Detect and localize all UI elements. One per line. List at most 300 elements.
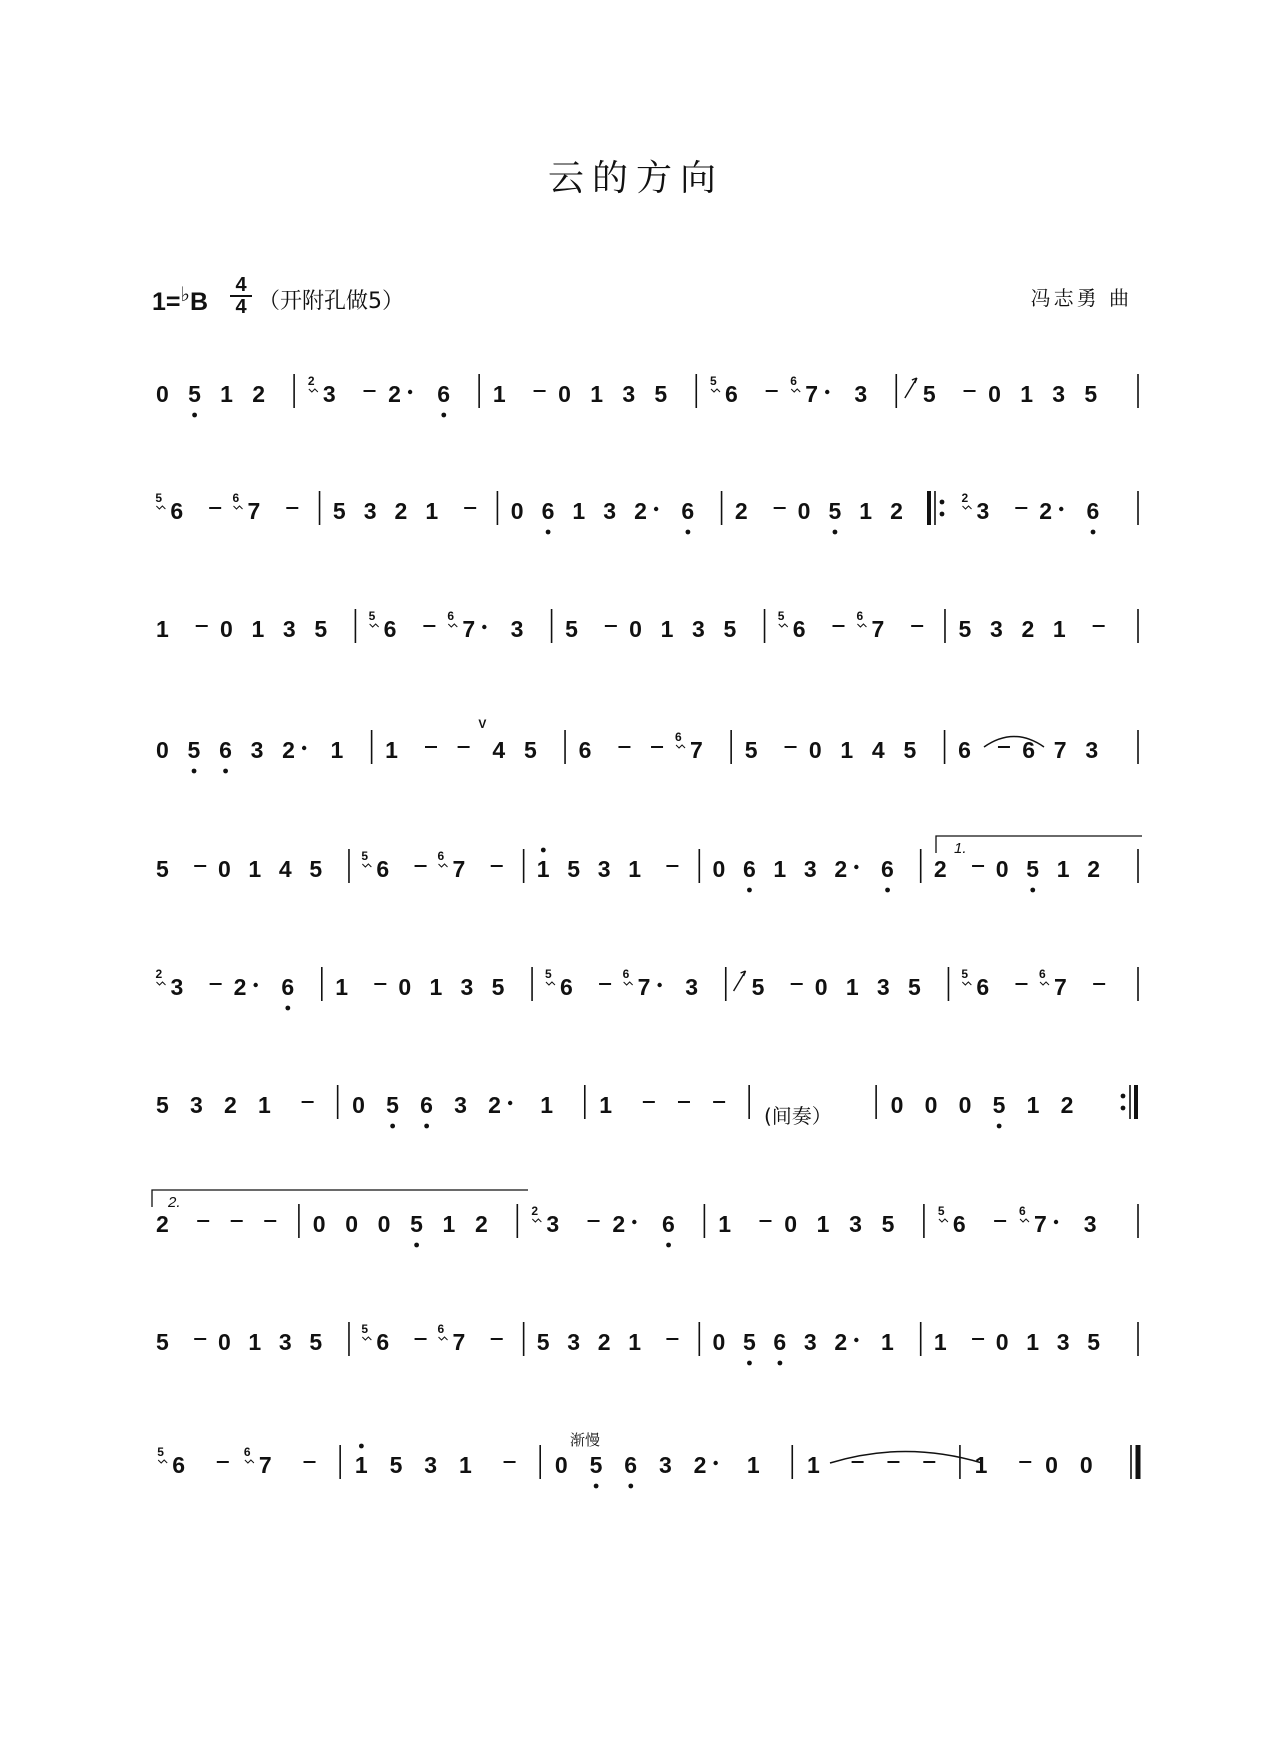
note: 0 [554,1452,568,1478]
note: 2 [890,498,903,524]
note: 1 [718,1211,732,1237]
note: 0 [924,1092,938,1118]
score-line [156,1204,1138,1247]
note: 3 [278,1329,292,1355]
note: 5 [314,616,328,642]
note: 6 [420,1092,433,1118]
augmentation-dot [854,865,858,869]
note: 3 [1083,1211,1097,1237]
note: 7 [690,737,703,763]
lower-octave-dot [997,1124,1002,1129]
note: 2 [474,1211,488,1237]
note: 2 [156,1211,169,1237]
note: 7 [462,616,476,642]
key-prefix: 1= [152,288,181,316]
note: 1 [458,1452,472,1478]
grace-mark [370,624,379,627]
note: 6 [624,1452,638,1478]
grace-note: 5 [368,609,376,623]
augmentation-dot [854,1338,858,1342]
note: 5 [188,381,201,407]
note: 7 [452,1329,466,1355]
note: 6 [1022,737,1036,763]
note: 7 [258,1452,272,1478]
composer: 冯志勇 曲 [1030,286,1132,310]
grace-note: 6 [790,374,797,388]
note: 1 [806,1452,820,1478]
score-line [156,717,1138,773]
note: 5 [828,498,842,524]
note: 2 [233,974,247,1000]
grace-mark [309,389,318,392]
repeat-dot [1121,1106,1126,1111]
note: 5 [903,737,917,763]
grace-note: 6 [675,730,682,744]
note: 1 [974,1452,988,1478]
note: 1 [1052,616,1066,642]
note: 3 [322,381,336,407]
score-line [156,1322,1138,1365]
note: 3 [424,1452,438,1478]
grace-mark [532,1219,541,1222]
note: 5 [156,1329,169,1355]
upper-octave-dot [541,848,546,853]
note: 7 [452,856,466,882]
note: 2 [388,381,401,407]
note: 3 [849,1211,862,1237]
score-line [156,1085,1136,1128]
note: 6 [281,974,295,1000]
note: 6 [792,616,806,642]
grace-note: 2 [531,1204,539,1218]
augmentation-dot [508,1101,512,1105]
lower-octave-dot [223,769,228,774]
note: 2 [933,856,947,882]
note: 3 [1052,381,1066,407]
note: 1 [354,1452,368,1478]
note: 3 [622,381,636,407]
note: 3 [1056,1329,1070,1355]
volta-1-bracket [936,836,1142,857]
lower-octave-dot [628,1484,633,1489]
note: 1 [220,381,233,407]
note: 2 [1060,1092,1074,1118]
note: 1 [881,1329,894,1355]
note: 1 [572,498,586,524]
augmentation-dot [825,390,829,394]
note: 5 [386,1092,399,1118]
lower-octave-dot [285,1006,290,1011]
score-line [156,609,1138,643]
note: 5 [389,1452,403,1478]
grace-mark [158,1460,167,1463]
volta-2-bracket [152,1190,528,1211]
note: 1 [335,974,348,1000]
grace-note: 5 [710,374,717,388]
note: 3 [658,1452,672,1478]
score-line [156,374,1138,417]
note: 6 [976,974,990,1000]
note: 7 [1034,1211,1047,1237]
grace-mark [711,389,720,392]
note: 5 [1026,856,1040,882]
augmentation-dot [253,983,257,987]
note: 6 [170,498,184,524]
note: 5 [742,1329,756,1355]
time-signature-top: 4 [235,274,247,296]
note: 5 [744,737,758,763]
score-line [157,1444,1138,1489]
lower-octave-dot [666,1243,671,1248]
note: 0 [377,1211,391,1237]
note: 6 [952,1211,966,1237]
lower-octave-dot [833,530,838,535]
grace-note: 6 [232,491,240,505]
grace-mark [448,624,457,627]
volta-2-number: 2. [168,1194,181,1211]
note: 5 [907,974,921,1000]
lower-octave-dot [1091,530,1096,535]
grace-mark [624,982,633,985]
note: 6 [742,856,756,882]
note: 3 [976,498,990,524]
repeat-dot [1121,1094,1126,1099]
lower-octave-dot [747,888,752,893]
note: 0 [995,1329,1009,1355]
note: 5 [958,616,972,642]
note: 3 [454,1092,467,1118]
grace-note: 5 [777,609,785,623]
note: 6 [1086,498,1100,524]
note: 5 [565,616,578,642]
grace-note: 6 [1039,967,1046,981]
grace-mark [676,745,685,748]
note: 6 [219,737,232,763]
note: 0 [712,1329,726,1355]
grace-mark [962,982,971,985]
note: 0 [712,856,726,882]
note: 5 [922,381,936,407]
grace-mark [245,1460,254,1463]
note: 1 [429,974,443,1000]
lower-octave-dot [594,1484,599,1489]
grace-note: 6 [243,1445,251,1459]
note: 2 [1039,498,1053,524]
note: 1 [330,737,344,763]
note: 3 [460,974,474,1000]
note: 2 [224,1092,237,1118]
note: 1 [385,737,398,763]
grace-note: 6 [437,1322,445,1336]
fingering-note: （开附孔做5） [258,289,404,314]
note: 7 [1054,974,1067,1000]
note: 2 [612,1211,626,1237]
note: 6 [376,856,390,882]
note: 5 [1084,381,1098,407]
note: 0 [988,381,1001,407]
note: 5 [536,1329,550,1355]
grace-note: 5 [961,967,969,981]
volta-1-number: 1. [954,840,967,857]
note: 0 [217,1329,231,1355]
note: 5 [410,1211,423,1237]
lower-octave-dot [546,530,551,535]
score-line [156,848,1138,893]
note: 1 [590,381,604,407]
note: 2 [734,498,748,524]
lower-octave-dot [414,1243,419,1248]
note: 0 [398,974,412,1000]
note: 3 [803,1329,817,1355]
note: 2 [834,856,848,882]
note: 3 [685,974,699,1000]
note: 0 [784,1211,798,1237]
note: 1 [746,1452,760,1478]
note: 6 [773,1329,787,1355]
note: 4 [871,737,885,763]
note: 5 [309,1329,323,1355]
note: 5 [654,381,668,407]
grace-note: 6 [437,849,445,863]
augmentation-dot [482,625,486,629]
time-signature-bottom: 4 [235,296,247,318]
note: 6 [437,381,451,407]
note: 3 [282,616,296,642]
note: 7 [871,616,885,642]
augmentation-dot [302,746,306,750]
note: 0 [219,616,233,642]
note: 3 [250,737,264,763]
note: 6 [578,737,592,763]
lower-octave-dot [885,888,890,893]
note: 0 [217,856,231,882]
note: 1 [660,616,674,642]
augmentation-dot [713,1461,717,1465]
note: 3 [567,1329,581,1355]
note: 1 [840,737,854,763]
note: 1 [442,1211,456,1237]
lower-octave-dot [747,1361,752,1366]
note: 0 [629,616,642,642]
grace-mark [234,506,243,509]
note: 1 [845,974,859,1000]
grace-note: 2 [961,491,969,505]
note: 6 [725,381,738,407]
grace-mark [362,864,371,867]
note: 5 [523,737,537,763]
grace-note: 5 [155,491,163,505]
augmentation-dot [657,983,661,987]
note: 0 [352,1092,365,1118]
note: 0 [312,1211,326,1237]
slide-mark [905,378,917,398]
note: 6 [376,1329,390,1355]
note: 1 [248,856,262,882]
note: 2 [693,1452,707,1478]
note: 6 [172,1452,185,1478]
note: 0 [1045,1452,1058,1478]
note: 2 [252,381,266,407]
augmentation-dot [654,507,658,511]
note: 6 [881,856,894,882]
note: 0 [814,974,828,1000]
note: 0 [890,1092,904,1118]
note: 5 [309,856,323,882]
note: 7 [805,381,819,407]
note: 5 [567,856,581,882]
grace-mark [439,864,448,867]
note: 1 [628,1329,641,1355]
grace-mark [779,624,788,627]
note: 1 [859,498,873,524]
note: 6 [662,1211,675,1237]
repeat-dot [940,500,945,505]
score-line [155,491,1138,534]
flat-sign: ♭ [180,284,190,306]
grace-mark [791,389,800,392]
note: 1 [1026,1329,1040,1355]
note: 3 [597,856,611,882]
note: 3 [989,616,1003,642]
note: 1 [156,616,169,642]
grace-mark [1040,982,1049,985]
upper-octave-dot [359,1444,364,1449]
note: 7 [1053,737,1067,763]
note: 5 [992,1092,1006,1118]
note: 0 [1079,1452,1093,1478]
note: 1 [425,498,439,524]
lower-octave-dot [192,769,197,774]
augmentation-dot [408,390,412,394]
grace-note: 6 [856,609,864,623]
grace-note: 6 [622,967,630,981]
note: 0 [156,381,169,407]
tempo-mark: 渐慢 [570,1431,601,1449]
grace-note: 5 [157,1445,164,1459]
note: 6 [958,737,971,763]
note: 3 [546,1211,560,1237]
note: 7 [247,498,261,524]
note: 4 [278,856,292,882]
lower-octave-dot [192,413,197,418]
grace-note: 5 [937,1204,945,1218]
grace-note: 2 [155,967,163,981]
grace-mark [963,506,972,509]
note: 5 [881,1211,895,1237]
lower-octave-dot [686,530,691,535]
note: 0 [156,737,169,763]
note: 1 [1056,856,1070,882]
note: 5 [723,616,737,642]
note: 5 [156,856,169,882]
note: 1 [536,856,550,882]
grace-mark [362,1337,371,1340]
note: 3 [803,856,817,882]
score-line [156,967,1138,1010]
grace-note: 5 [361,1322,369,1336]
note: 6 [383,616,397,642]
grace-note: 6 [1019,1204,1026,1218]
note: 0 [808,737,822,763]
note: 3 [603,498,617,524]
intermezzo-label: (间奏） [764,1104,832,1128]
note: 5 [156,1092,169,1118]
note: 0 [958,1092,972,1118]
score-title: 云的方向 [547,158,724,199]
note: 0 [510,498,524,524]
note: 1 [933,1329,947,1355]
key-letter: B [189,288,209,316]
note: 1 [540,1092,554,1118]
note: 3 [510,616,524,642]
note: 5 [751,974,765,1000]
note: 0 [797,498,811,524]
note: 0 [995,856,1009,882]
note: 2 [1087,856,1100,882]
augmentation-dot [632,1220,636,1224]
lower-octave-dot [441,413,446,418]
note: 3 [1085,737,1099,763]
grace-mark [1020,1219,1029,1222]
note: 0 [345,1211,359,1237]
note: 5 [491,974,505,1000]
note: 5 [187,737,201,763]
grace-mark [439,1337,448,1340]
grace-mark [546,982,555,985]
note: 1 [251,616,265,642]
grace-note: 2 [307,374,315,388]
note: 1 [773,856,787,882]
note: 3 [692,616,705,642]
grace-mark [156,506,165,509]
grace-mark [857,624,866,627]
note: 1 [492,381,506,407]
note: 6 [559,974,573,1000]
grace-note: 6 [447,609,455,623]
note: 3 [876,974,890,1000]
note: 1 [258,1092,271,1118]
note: 6 [541,498,555,524]
grace-mark [939,1219,948,1222]
grace-mark [157,982,166,985]
lower-octave-dot [778,1361,783,1366]
note: 2 [634,498,647,524]
note: 2 [834,1329,848,1355]
note: 2 [394,498,408,524]
augmentation-dot [1054,1220,1058,1224]
grace-note: 5 [361,849,369,863]
note: 6 [681,498,695,524]
note: 4 [492,737,506,763]
lower-octave-dot [424,1124,429,1129]
note: 5 [589,1452,603,1478]
note: 2 [488,1092,501,1118]
note: 1 [599,1092,613,1118]
slide-mark [734,971,746,991]
note: 3 [190,1092,203,1118]
note: 1 [1020,381,1034,407]
note: 0 [558,381,571,407]
note: 5 [332,498,346,524]
note: 1 [1026,1092,1040,1118]
note: 2 [597,1329,611,1355]
note: 1 [248,1329,262,1355]
lower-octave-dot [390,1124,395,1129]
note: 2 [1021,616,1035,642]
note: 2 [282,737,295,763]
augmentation-dot [1059,507,1063,511]
note: 7 [637,974,651,1000]
